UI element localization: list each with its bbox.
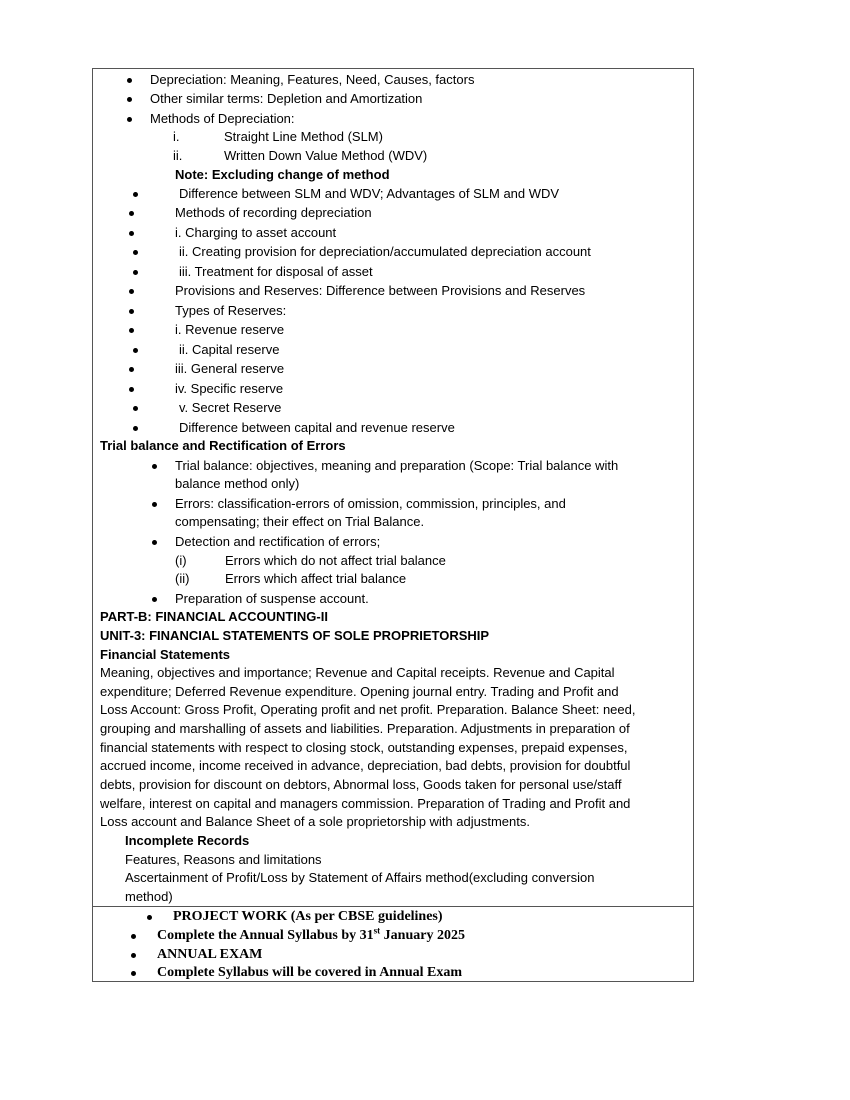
- list-item-covered: [157, 964, 462, 982]
- list-item: Preparation of suspense account.: [175, 591, 369, 606]
- list-item: Errors which affect trial balance: [225, 571, 407, 586]
- list-item: iv. Specific reserve: [175, 381, 284, 396]
- paragraph-line: accrued income, income received in advance, depreciation, bad debts, provision for doubtful: [100, 758, 631, 773]
- list-item-continuation: balance method only): [175, 476, 300, 491]
- list-item: v. Secret Reserve: [179, 400, 282, 415]
- list-number: ii.: [173, 148, 183, 163]
- unit-heading: UNIT-3: FINANCIAL STATEMENTS OF SOLE PROPRIETORSHIP: [100, 628, 490, 643]
- list-item-continuation: compensating; their effect on Trial Balance.: [175, 514, 425, 529]
- list-item: Trial balance: objectives, meaning and preparation (Scope: Trial balance with: [175, 458, 619, 473]
- paragraph-line: Ascertainment of Profit/Loss by Statement of Affairs method(excluding conversion: [125, 870, 595, 885]
- list-number: i.: [173, 129, 180, 144]
- list-item: Difference between capital and revenue reserve: [179, 420, 455, 435]
- list-item: Types of Reserves:: [175, 303, 287, 318]
- section-heading: Financial Statements: [100, 647, 231, 662]
- note-text: Note: Excluding change of method: [175, 167, 390, 182]
- list-number: (ii): [175, 571, 190, 586]
- exam-text: ANNUAL EXAM: [157, 947, 263, 962]
- list-item: Errors which do not affect trial balance: [225, 553, 446, 568]
- list-item-exam: [157, 946, 262, 964]
- list-item: Detection and rectification of errors;: [175, 534, 381, 549]
- covered-text: Complete Syllabus will be covered in Annual Exam: [157, 965, 463, 980]
- list-item: Methods of recording depreciation: [175, 205, 372, 220]
- list-item-project: [173, 908, 443, 926]
- paragraph-line: financial statements with respect to closing stock, outstanding expenses, prepaid expenses,: [100, 740, 628, 755]
- list-item: iii. Treatment for disposal of asset: [179, 264, 373, 279]
- list-item: Written Down Value Method (WDV): [224, 148, 428, 163]
- list-item: ii. Creating provision for depreciation/accumulated depreciation account: [179, 244, 591, 259]
- list-item: Depreciation: Meaning, Features, Need, Causes, factors: [150, 72, 475, 87]
- list-item: iii. General reserve: [175, 361, 285, 376]
- project-text: PROJECT WORK (As per CBSE guidelines): [173, 909, 443, 924]
- list-item-complete: [157, 927, 465, 945]
- list-item: Straight Line Method (SLM): [224, 129, 383, 144]
- list-item: Provisions and Reserves: Difference between Provisions and Reserves: [175, 283, 586, 298]
- list-item: i. Revenue reserve: [175, 322, 285, 337]
- paragraph-line: Meaning, objectives and importance; Revenue and Capital receipts. Revenue and Capital: [100, 665, 615, 680]
- list-item: Difference between SLM and WDV; Advantages of SLM and WDV: [179, 186, 560, 201]
- list-item: Errors: classification-errors of omission, commission, principles, and: [175, 496, 566, 511]
- paragraph-line: method): [125, 889, 173, 904]
- list-item: ii. Capital reserve: [179, 342, 280, 357]
- list-number: (i): [175, 553, 187, 568]
- paragraph-line: grouping and marshalling of assets and liabilities. Preparation. Adjustments in preparation of: [100, 721, 630, 736]
- complete-text: Complete the Annual Syllabus by 31: [157, 928, 374, 943]
- list-item: i. Charging to asset account: [175, 225, 337, 240]
- section-heading: Trial balance and Rectification of Errors: [100, 438, 346, 453]
- list-item: Other similar terms: Depletion and Amortization: [150, 91, 423, 106]
- date-superscript: st: [373, 925, 381, 936]
- paragraph-line: debts, provision for discount on debtors, Abnormal loss, Goods taken for personal use/staff: [100, 777, 622, 792]
- section-heading: Incomplete Records: [125, 833, 250, 848]
- paragraph-line: welfare, interest on capital and managers commission. Preparation of Trading and Profit and: [100, 796, 631, 811]
- complete-date: January 2025: [380, 928, 465, 943]
- paragraph-line: expenditure; Deferred Revenue expenditure. Opening journal entry. Trading and Profit and: [100, 684, 619, 699]
- part-heading: PART-B: FINANCIAL ACCOUNTING-II: [100, 609, 328, 624]
- paragraph-line: Loss account and Balance Sheet of a sole proprietorship with adjustments.: [100, 814, 530, 829]
- paragraph-line: Loss Account: Gross Profit, Operating profit and net profit. Preparation. Balance Sheet: need,: [100, 702, 636, 717]
- list-item: Methods of Depreciation:: [150, 111, 295, 126]
- paragraph-line: Features, Reasons and limitations: [125, 852, 322, 867]
